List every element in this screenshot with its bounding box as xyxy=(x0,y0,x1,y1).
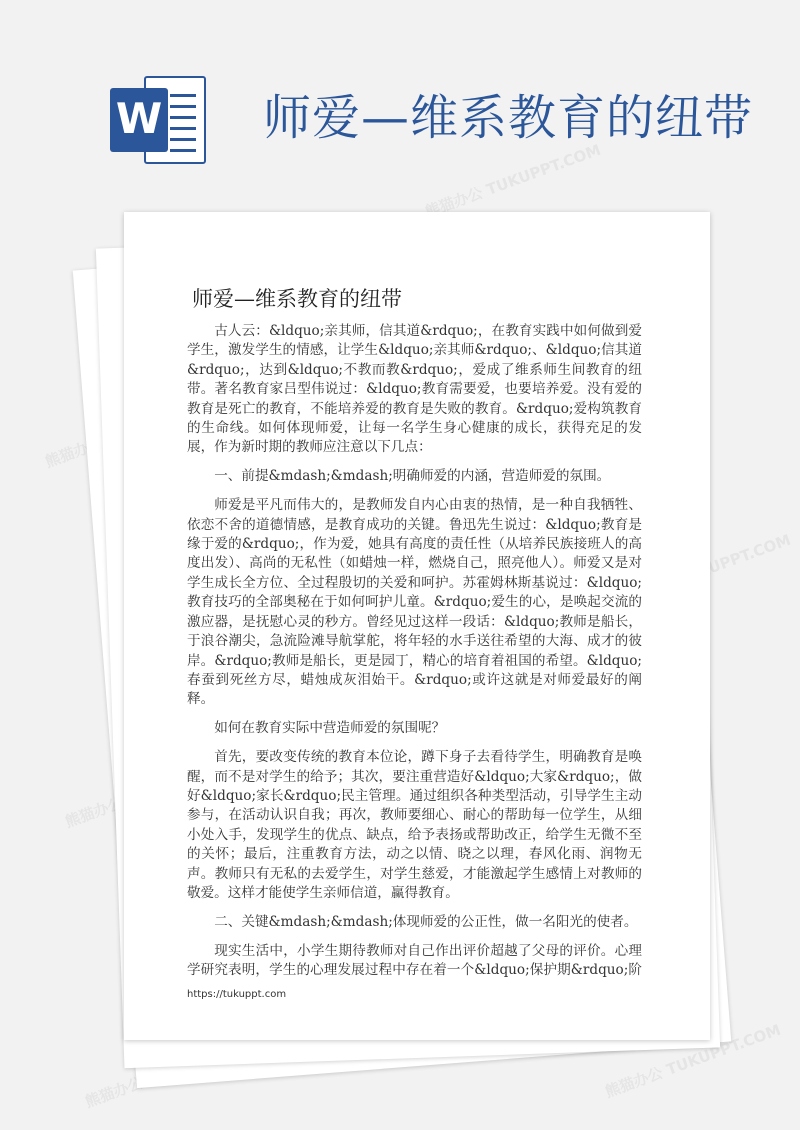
document-title: 师爱—维系教育的纽带 xyxy=(192,287,402,311)
section-heading: 二、关键&mdash;&mdash;体现师爱的公正性，做一名阳光的使者。 xyxy=(214,913,638,930)
document-body xyxy=(187,322,642,982)
word-document-icon xyxy=(110,70,210,170)
watermark: TUKUPPT.COM xyxy=(673,530,794,589)
paragraph: 师爱是平凡而伟大的，是教师发自内心由衷的热情，是一种自我牺牲、依恋不舍的道德情感，是教育成功的关键。鲁迅先生说过：&ldquo;教育是缘于爱的&rdquo;，作为爱，她具有高度的责任性（从培养民族接班人的高度出发）、高尚的无私性（如蜡烛一样，燃烧自己，照亮他人）。师爱又是对学生成长全方位、全过程殷切的关爱和呵护。苏霍姆林斯基说过：&ldquo;教育技巧的全部奥秘在于如何呵护儿童。&rdquo;爱生的心，是唤起交流的激应器，是抚慰心灵的秒方。曾经见过这样一段话：&ldquo;教师是船长，于浪谷潮尖，急流险滩导航掌舵，将年轻的水手送往希望的大海、成才的彼岸。&rdquo;教师是船长，更是园丁，精心的培育着祖国的希望。&ldquo;春蚕到死丝方尽，蜡烛成灰泪始干。&rdquo;或许这就是对师爱最好的阐释。 xyxy=(187,497,642,708)
watermark: 熊猫办公 TUKUPPT.COM xyxy=(422,140,604,222)
paragraph: 首先，要改变传统的教育本位论，蹲下身子去看待学生，明确教育是唤醒，而不是对学生的给予；其次，要注重营造好&ldquo;大家&rdquo;，做好&ldquo;家长&rdquo;民主管理。通过组织各种类型活动，引导学生主动参与，在活动认识自我；再次，教师要细心、耐心的帮助每一位学生，从细小处入手，发现学生的优点、缺点，给予表扬或帮助改正，给学生无微不至的关怀；最后，注重教育方法，动之以情、晓之以理，春风化雨、润物无声。教师只有无私的去爱学生，对学生慈爱，才能激起学生感情上对教师的敬爱。这样才能使学生亲师信道，赢得教育。 xyxy=(187,749,642,901)
watermark: 熊猫办公 TUKUPPT.COM xyxy=(602,1020,784,1102)
word-icon-letter: W xyxy=(115,94,163,143)
banner-title: 师爱—维系教育的纽带 xyxy=(263,90,754,146)
section-heading: 一、前提&mdash;&mdash;明确师爱的内涵，营造师爱的氛围。 xyxy=(214,468,611,485)
word-icon-badge xyxy=(110,88,168,152)
paragraph: 现实生活中，小学生期待教师对自己作出评价超越了父母的评价。心理学研究表明，学生的心理发展过程中存在着一个&ldquo;保护期&rdquo;阶 xyxy=(187,942,642,979)
banner xyxy=(0,0,800,210)
paragraph: 如何在教育实际中营造师爱的氛围呢？ xyxy=(214,720,446,737)
document-page xyxy=(124,212,710,1040)
footer-url[interactable]: https://tukuppt.com xyxy=(187,989,287,1000)
paragraph: 古人云：&ldquo;亲其师，信其道&rdquo;，在教育实践中如何做到爱学生，激发学生的情感，让学生&ldquo;亲其师&rdquo;、&ldquo;信其道&rdquo;，达到&ldquo;不教而教&rdquo;，爱成了维系师生间教育的纽带。著名教育家吕型伟说过：&ldquo;教育需要爱，也要培养爱。没有爱的教育是死亡的教育，不能培养爱的教育是失败的教育。&rdquo;爱构筑教育的生命线。如何体现师爱，让每一名学生身心健康的成长，获得充足的发展，作为新时期的教师应注意以下几点： xyxy=(187,323,642,456)
watermark: 熊猫办公 xyxy=(42,433,106,472)
watermark: 熊猫办公 xyxy=(62,793,126,832)
